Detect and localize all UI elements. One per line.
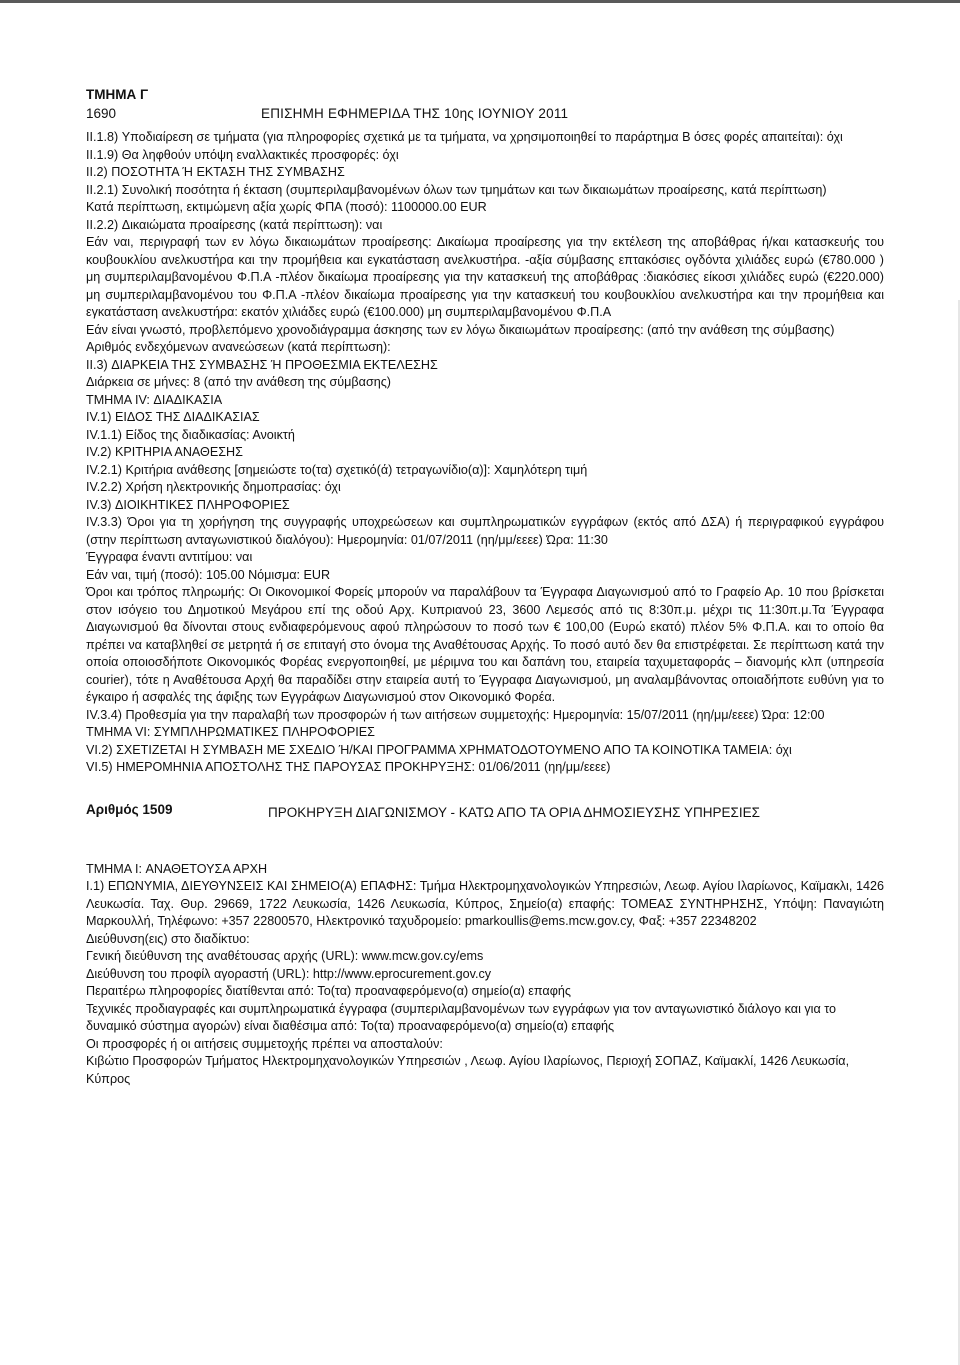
notice-line: Οι προσφορές ή οι αιτήσεις συμμετοχής πρέπει να αποσταλούν: — [86, 1036, 443, 1051]
notice-line: II.2) ΠΟΣΟΤΗΤΑ Ή ΕΚΤΑΣΗ ΤΗΣ ΣΥΜΒΑΣΗΣ — [86, 165, 345, 179]
notice-line: II.2.2) Δικαιώματα προαίρεσης (κατά περίπτωση): ναι — [86, 217, 383, 232]
notice-paragraph: Όροι και τρόπος πληρωμής: Οι Οικονομικοί Φορείς μπορούν να παραλάβουν τα Έγγραφα Διαγωνισμού από το Γραφείο Αρ. 10 που βρίσκεται στον ισόγειο του Δημοτικού Μεγάρου επί της οδού Αρχ. Κυπριανού 23, 3600 Λεμεσός από τις 8:30π.μ. μέχρι τις 11:30π.μ.Τα Έγγραφα Διαγωνισμού θα δίνονται στους ενδιαφερόμενους αφού πληρώσουν το ποσό των € 100,00 (Ευρώ εκατό) πλέον 5% Φ.Π.Α. και το οποίο θα πρέπει να καταβληθεί σε μετρητά ή σε επιταγή στο όνομα της Αναθέτουσας Αρχής. Το ποσό αυτό δεν θα επιστρέφεται. Σε περίπτωση κατά την οποία οποιοσδήποτε Οικονομικός Φορέας ενεργοποιηθεί, με μέριμνα του και δαπάνη του, εταιρεία ταχυμεταφοράς – διανομής κλπ (υπηρεσία courier), τότε η Αναθέτουσα Αρχή θα παραδίδει στην εταιρεία αυτή το Έγγραφα Διαγωνισμού, μη αναλαμβάνοντας οποιαδήποτε ευθύνη για το έγκαιρο ή ασφαλές της άφιξης των Εγγράφων Διαγωνισμού στον Οικονομικό Φορέα. — [86, 585, 884, 704]
notice-line: II.1.8) Υποδιαίρεση σε τμήματα (για πληροφορίες σχετικά με τα τμήματα, να χρησιμοποιηθεί το παράρτημα Β όσες φορές απαιτείται): όχι — [86, 130, 843, 144]
notice-line: Περαιτέρω πληροφορίες διατίθενται από: Το(τα) προαναφερόμενο(α) σημείο(α) επαφής — [86, 984, 571, 998]
notice-title: ΠΡΟΚΗΡΥΞΗ ΔΙΑΓΩΝΙΣΜΟΥ - ΚΑΤΩ ΑΠΟ ΤΑ ΟΡΙΑ ΔΗΜΟΣΙΕΥΣΗΣ ΥΠΗΡΕΣΙΕΣ — [268, 804, 760, 820]
notice-line: IV.2.2) Χρήση ηλεκτρονικής δημοπρασίας: όχι — [86, 480, 341, 494]
first-notice — [86, 129, 884, 777]
notice-line: IV.3.4) Προθεσμία για την παραλαβή των προσφορών ή των αιτήσεων συμμετοχής: Ημερομηνία: 15/07/2011 (ηη/μμ/εεεε) Ώρα: 12:00 — [86, 707, 825, 722]
notice-line: Αριθμός ενδεχόμενων ανανεώσεων (κατά περίπτωση): — [86, 340, 391, 354]
notice-line: ΤΜΗΜΑ I: ΑΝΑΘΕΤΟΥΣΑ ΑΡΧΗ — [86, 861, 268, 876]
notice-line: Κατά περίπτωση, εκτιμώμενη αξία χωρίς ΦΠΑ (ποσό): 1100000.00 EUR — [86, 200, 487, 214]
notice-line: IV.3) ΔΙΟΙΚΗΤΙΚΕΣ ΠΛΗΡΟΦΟΡΙΕΣ — [86, 497, 290, 512]
notice-line: Διάρκεια σε μήνες: 8 (από την ανάθεση της σύμβασης) — [86, 375, 391, 389]
notice-line: II.3) ΔΙΑΡΚΕΙΑ ΤΗΣ ΣΥΜΒΑΣΗΣ Ή ΠΡΟΘΕΣΜΙΑ ΕΚΤΕΛΕΣΗΣ — [86, 357, 438, 372]
notice-line: Διεύθυνση(εις) στο διαδίκτυο: — [86, 931, 250, 946]
notice-line: IV.2.1) Κριτήρια ανάθεσης [σημειώστε το(τα) σχετικό(ά) τετραγωνίδιο(α)]: Χαμηλότερη τιμή — [86, 462, 588, 477]
notice-line: IV.1) ΕΙΔΟΣ ΤΗΣ ΔΙΑΔΙΚΑΣΙΑΣ — [86, 410, 260, 424]
second-notice-header — [86, 801, 884, 835]
notice-paragraph: I.1) ΕΠΩΝΥΜΙΑ, ΔΙΕΥΘΥΝΣΕΙΣ ΚΑΙ ΣΗΜΕΙΟ(Α) ΕΠΑΦΗΣ: Τμήμα Ηλεκτρομηχανολογικών Υπηρεσιών, Λεωφ. Αγίου Ιλαρίωνος, Καϊμακλι, 1426 Λευκωσία. Ταχ. Θυρ. 29669, 1722 Λευκωσία, 1426 Λευκωσία, Κύπρος, Σημείο(α) επαφής: ΤΟΜΕΑΣ ΣΥΝΤΗΡΗΣΗΣ, Υπόψη: Παναγιώτη Μαρκουλλή, Τηλέφωνο: +357 22800570, Ηλεκτρονικό ταχυδρομείο: pmarkoullis@ems.mcw.gov.cy, Φαξ: +357 22348202 — [86, 879, 884, 928]
second-notice — [86, 861, 884, 1089]
notice-line: Εάν ναι, τιμή (ποσό): 105.00 Νόμισμα: EUR — [86, 567, 331, 582]
page-number: 1690 — [86, 106, 117, 121]
notice-line: VI.2) ΣΧΕΤΙΖΕΤΑΙ Η ΣΥΜΒΑΣΗ ΜΕ ΣΧΕΔΙΟ Ή/ΚΑΙ ΠΡΟΓΡΑΜΜΑ ΧΡΗΜΑΤΟΔΟΤΟΥΜΕΝΟ ΑΠΟ ΤΑ ΚΟΙΝΟΤΙΚΑ ΤΑΜΕΙΑ: όχι — [86, 742, 792, 757]
notice-number: Αριθμός 1509 — [86, 801, 173, 817]
notice-line: II.1.9) Θα ληφθούν υπόψη εναλλακτικές προσφορές: όχι — [86, 147, 399, 162]
notice-line: Διεύθυνση του προφίλ αγοραστή (URL): http://www.eprocurement.gov.cy — [86, 966, 492, 981]
document-page — [86, 86, 884, 1088]
notice-line: IV.1.1) Είδος της διαδικασίας: Ανοικτή — [86, 427, 295, 442]
notice-paragraph: Εάν είναι γνωστό, προβλεπόμενο χρονοδιάγραμμα άσκησης των εν λόγω δικαιωμάτων προαίρεσης: (από την ανάθεση της σύμβασης) — [86, 322, 835, 337]
top-rule — [0, 0, 960, 3]
notice-line: VI.5) ΗΜΕΡΟΜΗΝΙΑ ΑΠΟΣΤΟΛΗΣ ΤΗΣ ΠΑΡΟΥΣΑΣ ΠΡΟΚΗΡΥΞΗΣ: 01/06/2011 (ηη/μμ/εεεε) — [86, 760, 611, 774]
notice-paragraph: Εάν ναι, περιγραφή των εν λόγω δικαιωμάτων προαίρεσης: Δικαίωμα προαίρεσης για την εκτέλεση της αποβάθρας ή/και κατασκευής του κουβουκλίου ανελκυστήρα και την προμήθεια και εγκατάσταση ανελκυστήρα. -αξία σύμβασης επτακόσιες ογδόντα χιλιάδες ευρώ (€780.000 ) μη συμπεριλαμβανομένου Φ.Π.Α -πλέον δικαίωμα προαίρεσης για την κατασκευή της αποβάθρας :διακόσιες είκοσι χιλιάδες ευρώ (€220.000) μη συμπεριλαμβανομένου του Φ.Π.Α -πλέον δικαίωμα προαίρεσης για την κατασκευή του κουβουκλίου ανελκυστήρα και την προμήθεια και εγκατάσταση ανελκυστήρα: εκατόν χιλιάδες ευρώ (€100.000) μη συμπεριλαμβανομένου Φ.Π.Α — [86, 235, 884, 319]
notice-line: Έγγραφα έναντι αντιτίμου: ναι — [86, 550, 253, 564]
section-label: ΤΜΗΜΑ Γ — [86, 87, 149, 102]
page-header — [86, 103, 884, 125]
notice-line: II.2.1) Συνολική ποσότητα ή έκταση (συμπεριλαμβανομένων όλων των τμημάτων και των δικαιωμάτων προαίρεσης, κατά περίπτωση) — [86, 182, 827, 197]
publication-title: ΕΠΙΣΗΜΗ ΕΦΗΜΕΡΙΔΑ ΤΗΣ 10ης ΙΟΥΝΙΟΥ 2011 — [261, 106, 569, 121]
notice-line: Γενική διεύθυνση της αναθέτουσας αρχής (URL): www.mcw.gov.cy/ems — [86, 949, 484, 963]
notice-line: Κιβώτιο Προσφορών Τμήματος Ηλεκτρομηχανολογικών Υπηρεσιών , Λεωφ. Αγίου Ιλαρίωνος, Περιοχή ΣΟΠΑΖ, Καϊμακλί, 1426 Λευκωσία, Κύπρος — [86, 1054, 850, 1086]
notice-line: ΤΜΗΜΑ VI: ΣΥΜΠΛΗΡΩΜΑΤΙΚΕΣ ΠΛΗΡΟΦΟΡΙΕΣ — [86, 725, 375, 739]
notice-line: IV.2) ΚΡΙΤΗΡΙΑ ΑΝΑΘΕΣΗΣ — [86, 445, 243, 459]
notice-line: ΤΜΗΜΑ IV: ΔΙΑΔΙΚΑΣΙΑ — [86, 392, 223, 407]
notice-line: Τεχνικές προδιαγραφές και συμπληρωματικά έγγραφα (συμπεριλαμβανομένων των εγγράφων για τον ανταγωνιστικό διάλογο και για το δυναμικό σύστημα αγορών) είναι διαθέσιμα από: Το(τα) προαναφερόμενο(α) σημείο(α) επαφής — [86, 1001, 837, 1033]
notice-paragraph: IV.3.3) Όροι για τη χορήγηση της συγγραφής υποχρεώσεων και συμπληρωματικών εγγράφων (εκτός από ΔΣΑ) ή περιγραφικού εγγράφου (στην περίπτωση ανταγωνιστικού διαλόγου): Ημερομηνία: 01/07/2011 (ηη/μμ/εεεε) Ώρα: 11:30 — [86, 515, 884, 547]
